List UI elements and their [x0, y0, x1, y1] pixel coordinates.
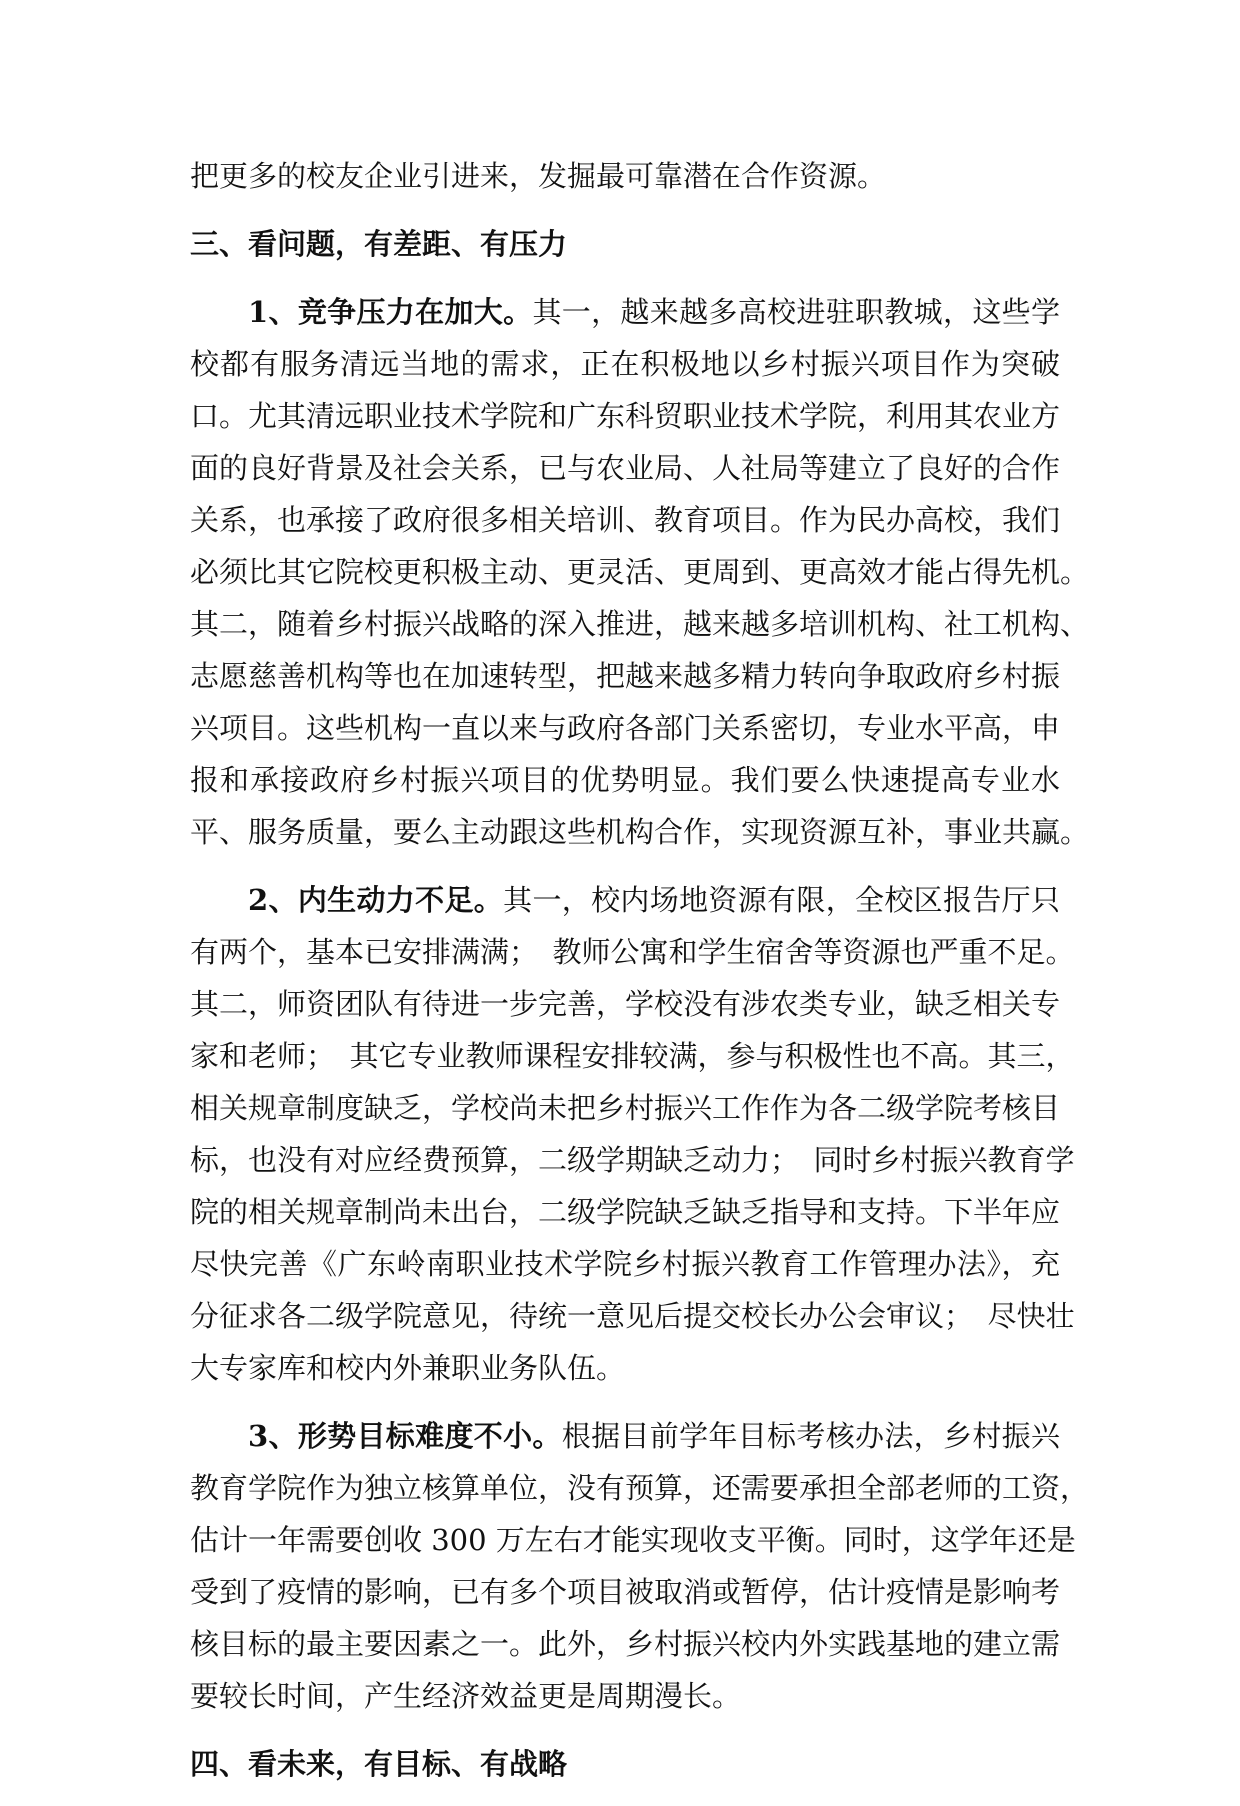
paragraph-last-line: 大专家库和校内外兼职业务队伍。: [190, 1351, 626, 1385]
paragraph-line: 面的良好背景及社会关系，已与农业局、人社局等建立了良好的合作: [190, 451, 1061, 485]
paragraph-first-line: [190, 286, 1060, 338]
paragraph-line: 受到了疫情的影响，已有多个项目被取消或暂停，估计疫情是影响考: [190, 1575, 1061, 1609]
paragraph-line: 平、服务质量，要么主动跟这些机构合作，实现资源互补，事业共赢。: [190, 815, 1090, 849]
paragraph-lead: 2、内生动力不足。: [248, 883, 504, 917]
paragraph-line: 标，也没有对应经费预算，二级学期缺乏动力； 同时乡村振兴教育学: [190, 1143, 1075, 1177]
paragraph-line: 家和老师； 其它专业教师课程安排较满，参与积极性也不高。其三，: [190, 1039, 1075, 1073]
document-page: [190, 150, 1090, 1806]
paragraph-last-line: 要较长时间，产生经济效益更是周期漫长。: [190, 1679, 742, 1713]
paragraph-line: 核目标的最主要因素之一。此外，乡村振兴校内外实践基地的建立需: [190, 1627, 1061, 1661]
paragraph-lead: 1、竞争压力在加大。: [248, 295, 533, 329]
paragraph-internal-motivation: [190, 874, 1075, 1394]
paragraph-competition: [190, 286, 1090, 858]
paragraph-line: 其二，师资团队有待进一步完善，学校没有涉农类专业，缺乏相关专: [190, 987, 1061, 1021]
paragraph-line: 校都有服务清远当地的需求，正在积极地以乡村振兴项目作为突破: [190, 347, 1060, 381]
paragraph-line: 兴项目。这些机构一直以来与政府各部门关系密切，专业水平高，申: [190, 711, 1061, 745]
paragraph-line: 报和承接政府乡村振兴项目的优势明显。我们要么快速提高专业水: [190, 763, 1060, 797]
paragraph-first-line: [190, 1410, 1060, 1462]
paragraph-line: 分征求各二级学院意见，待统一意见后提交校长办公会审议； 尽快壮: [190, 1299, 1075, 1333]
paragraph-lead: 3、形势目标难度不小。: [248, 1419, 562, 1453]
paragraph-line: 教育学院作为独立核算单位，没有预算，还需要承担全部老师的工资，: [190, 1471, 1090, 1505]
paragraph-line: 院的相关规章制尚未出台，二级学院缺乏缺乏指导和支持。下半年应: [190, 1195, 1061, 1229]
paragraph-line: 相关规章制度缺乏，学校尚未把乡村振兴工作作为各二级学院考核目: [190, 1091, 1061, 1125]
section-3-heading: 三、看问题，有差距、有压力: [190, 227, 568, 261]
paragraph-text: 根据目前学年目标考核办法，乡村振兴: [561, 1419, 1060, 1453]
paragraph-line: 必须比其它院校更积极主动、更灵活、更周到、更高效才能占得先机。: [190, 555, 1090, 589]
paragraph-first-line: [190, 874, 1060, 926]
paragraph-line: 口。尤其清远职业技术学院和广东科贸职业技术学院，利用其农业方: [190, 399, 1061, 433]
paragraph-line: 志愿慈善机构等也在加速转型，把越来越多精力转向争取政府乡村振: [190, 659, 1061, 693]
paragraph-line: 尽快完善《广东岭南职业技术学院乡村振兴教育工作管理办法》，充: [190, 1247, 1060, 1281]
paragraph-line: 关系，也承接了政府很多相关培训、教育项目。作为民办高校，我们: [190, 503, 1061, 537]
paragraph-target-difficulty: [190, 1410, 1090, 1722]
paragraph-text: 其一，越来越多高校进驻职教城，这些学: [532, 295, 1060, 329]
paragraph-text: 其一，校内场地资源有限，全校区报告厅只: [503, 883, 1060, 917]
section-4-heading: 四、看未来，有目标、有战略: [190, 1747, 568, 1781]
paragraph-line: 其二，随着乡村振兴战略的深入推进，越来越多培训机构、社工机构、: [190, 607, 1090, 641]
paragraph-line: 有两个，基本已安排满满； 教师公寓和学生宿舍等资源也严重不足。: [190, 935, 1075, 969]
paragraph-line: 估计一年需要创收 300 万左右才能实现收支平衡。同时，这学年还是: [190, 1523, 1076, 1557]
intro-line: 把更多的校友企业引进来，发掘最可靠潜在合作资源。: [190, 159, 887, 193]
